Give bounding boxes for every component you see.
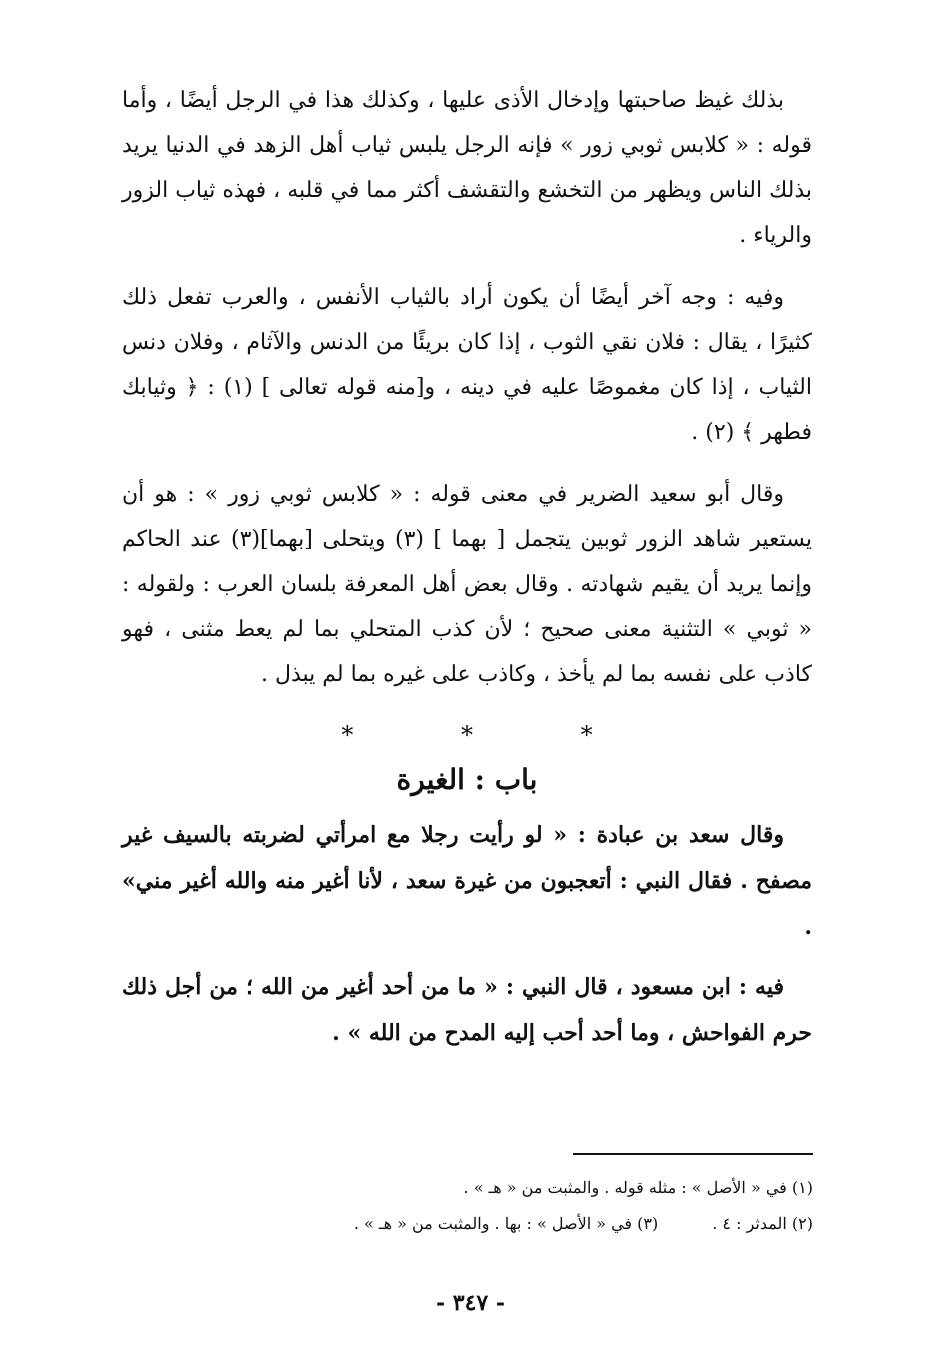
hadith-paragraph-1: وقال سعد بن عبادة : « لو رأيت رجلا مع امرأتي لضربته بالسيف غير مصفح . فقال النبي : أتعجبون من غيرة سعد ، لأنا أغير منه والله أغير مني» . (122, 822, 812, 940)
page-number: - ٣٤٧ - (435, 1290, 506, 1316)
footnote-divider (573, 1153, 813, 1155)
paragraph-1: بذلك غيظ صاحبتها وإدخال الأذى عليها ، وكذلك هذا في الرجل أيضًا ، وأما قوله : « كلابس ثوبي زور » فإنه الرجل يلبس ثياب أهل الزهد في الدنيا يريد بذلك الناس ويظهر من التخشع والتقشف أكثر مما في قلبه ، فهذه ثياب الزور والرياء . (122, 88, 812, 248)
footnote-row-1 (123, 1170, 813, 1206)
footnote-spacer (658, 1206, 712, 1242)
section-separator: * * * (341, 721, 643, 749)
hadith-paragraph-2: فيه : ابن مسعود ، قال النبي : « ما من أحد أغير من الله ؛ من أجل ذلك حرم الفواحش ، وما أحد أحب إليه المدح من الله » . (122, 974, 812, 1046)
footnote-row-2 (123, 1206, 813, 1242)
section-title: باب : الغيرة (396, 763, 538, 796)
footnote-2: (٢) المدثر : ٤ . (712, 1214, 813, 1233)
footnote-3: (٣) في « الأصل » : بها . والمثبت من « هـ » . (353, 1214, 659, 1233)
page-body (122, 78, 812, 1070)
paragraph-3: وقال أبو سعيد الضرير في معنى قوله : « كلابس ثوبي زور » : هو أن يستعير شاهد الزور ثوبين يتجمل [ بهما ] (٣) ويتحلى [بهما](٣) عند الحاكم وإنما يريد أن يقيم شهادته . وقال بعض أهل المعرفة بلسان العرب : ولقوله : « ثوبي » التثنية معنى صحيح ؛ لأن كذب المتحلي بما لم يعط مثنى ، فهو كاذب على نفسه بما لم يأخذ ، وكاذب على غيره بما لم يبذل . (122, 482, 812, 687)
footnotes (123, 1170, 813, 1242)
footnote-1: (١) في « الأصل » : مثله قوله . والمثبت من « هـ » . (463, 1178, 813, 1197)
paragraph-2: وفيه : وجه آخر أيضًا أن يكون أراد بالثياب الأنفس ، والعرب تفعل ذلك كثيرًا ، يقال : فلان نقي الثوب ، إذا كان بريئًا من الدنس والآثام ، وفلان دنس الثياب ، إذا كان مغموصًا عليه في دينه ، و[منه قوله تعالى ] (١) : ﴿ وثيابك فطهر ﴾ (٢) . (122, 285, 812, 445)
